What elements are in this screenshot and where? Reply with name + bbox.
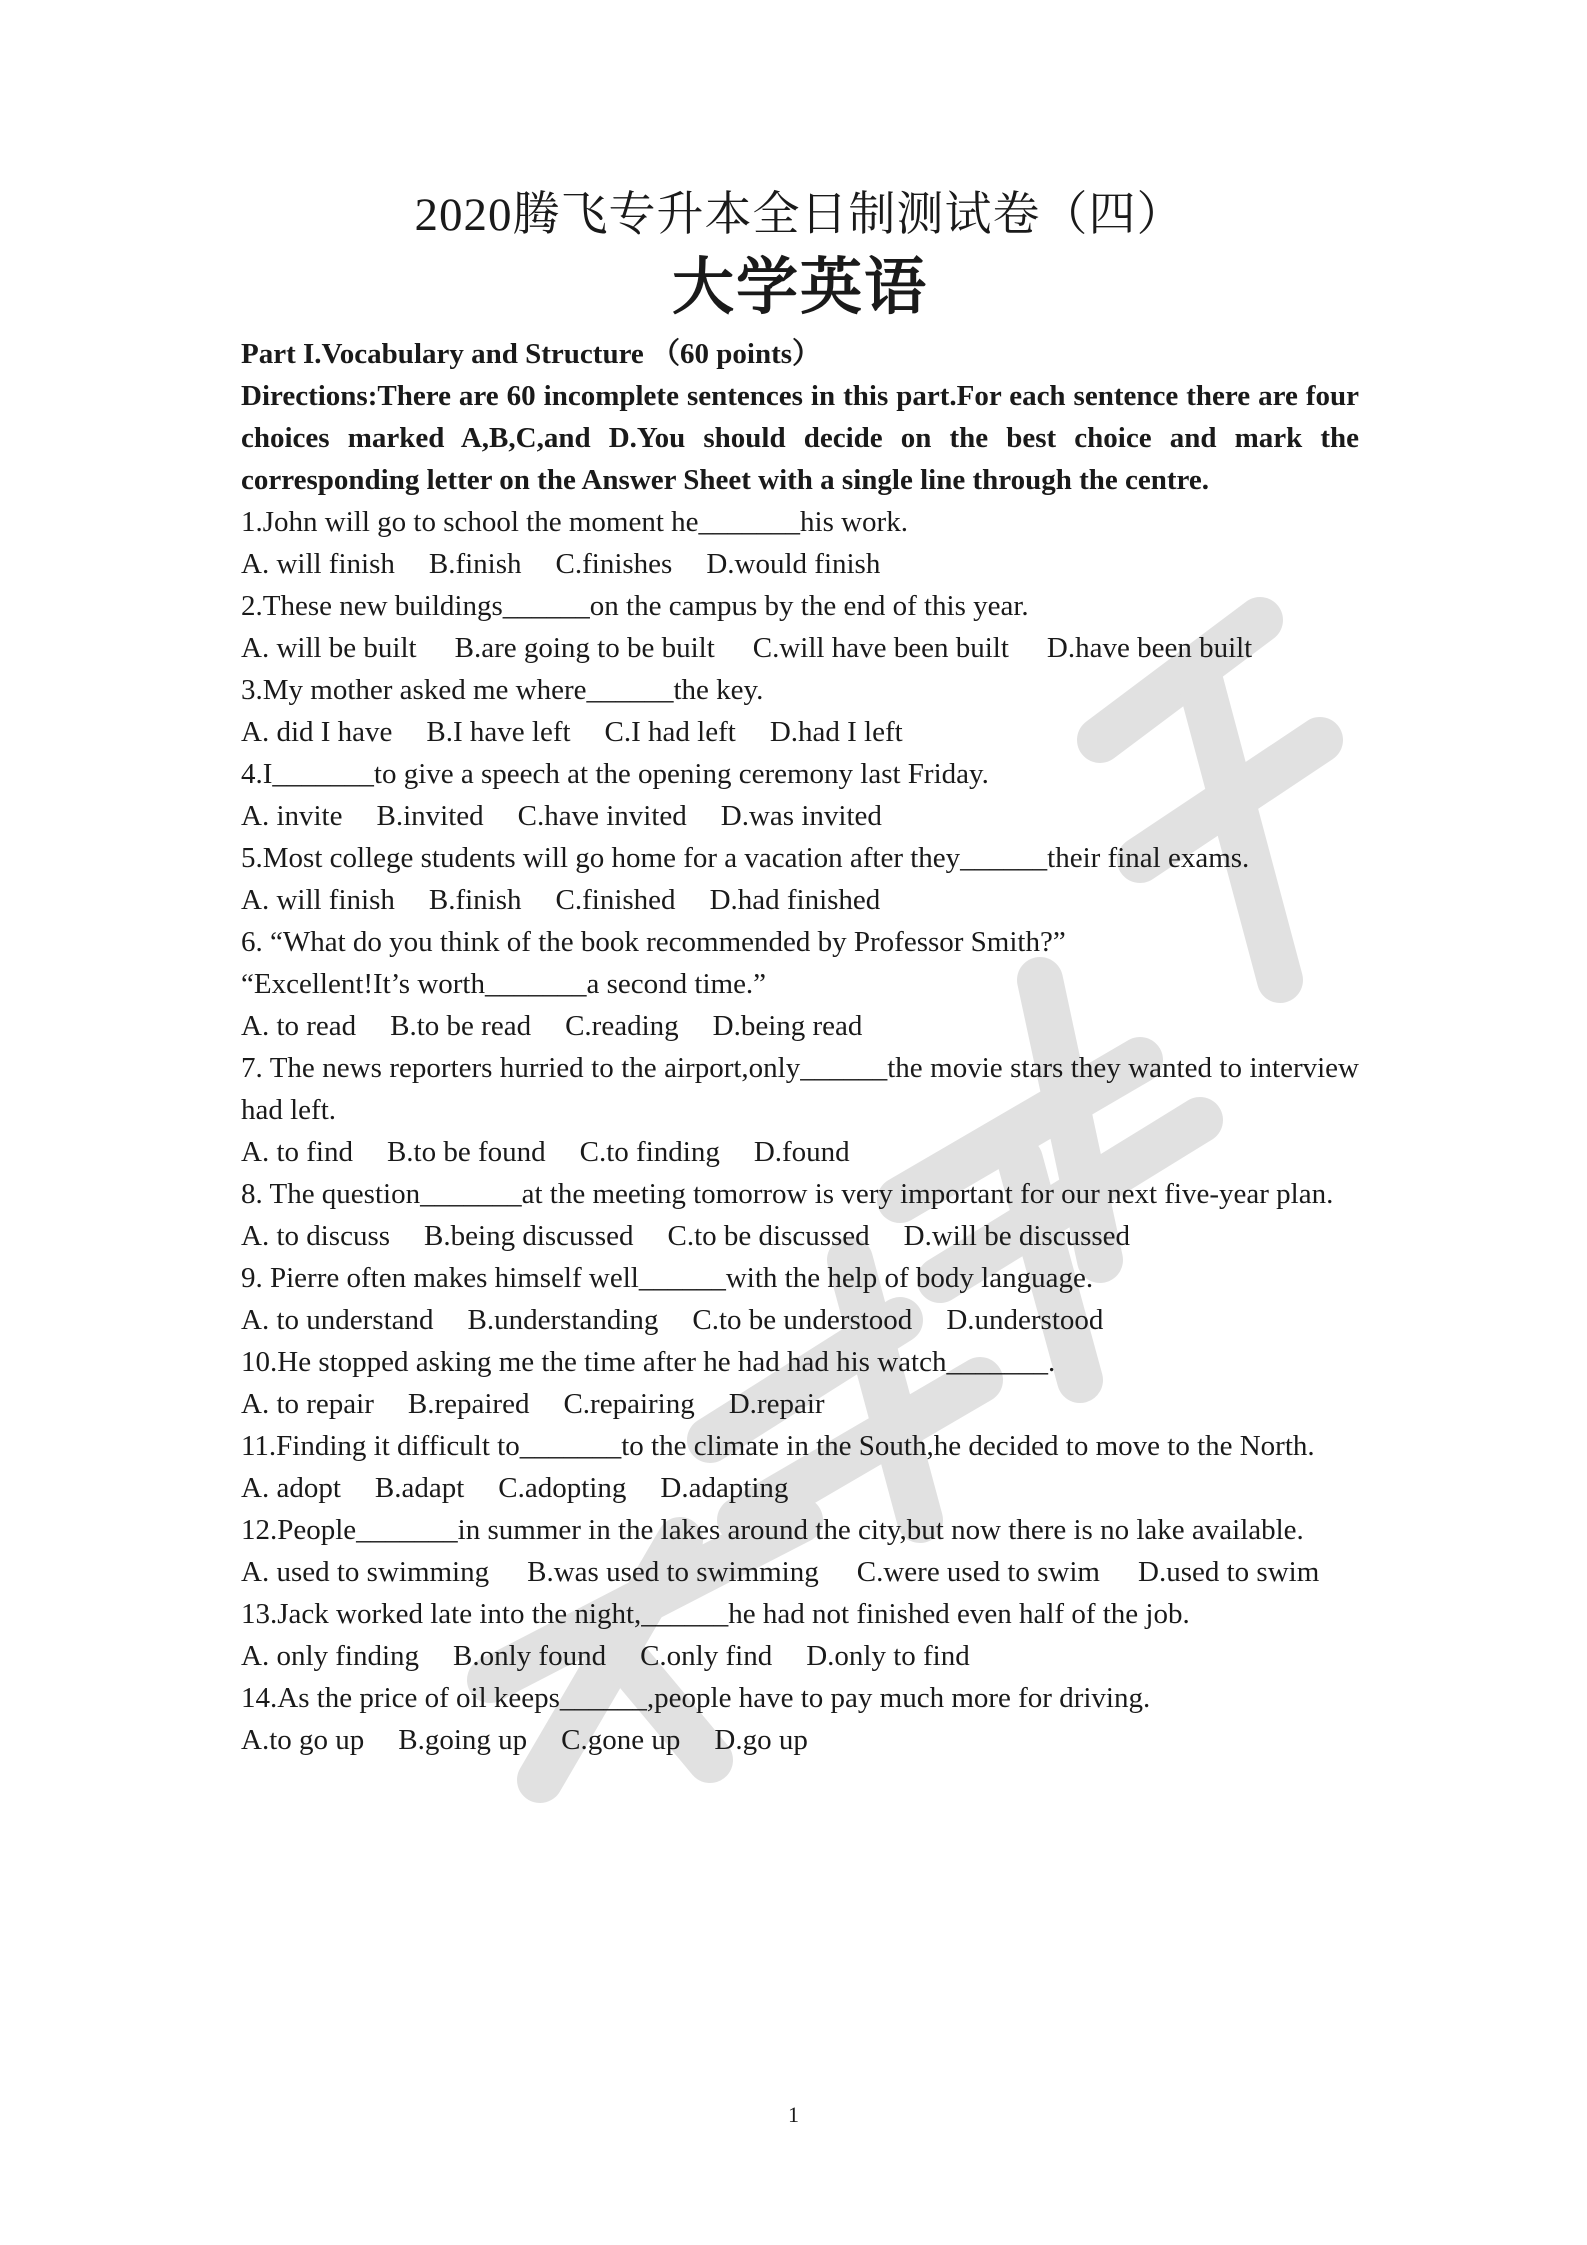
answer-option: D.understood	[946, 1304, 1104, 1336]
answer-option: A. will finish	[241, 548, 395, 580]
answer-option: C.have invited	[517, 800, 687, 832]
answer-option: A. to discuss	[241, 1220, 391, 1252]
question-item	[241, 1425, 1359, 1509]
answer-options	[241, 1005, 1359, 1047]
answer-option: B.to be read	[390, 1010, 532, 1042]
answer-options	[241, 711, 1359, 753]
question-item	[241, 1173, 1359, 1257]
answer-option: B.I have left	[426, 716, 571, 748]
part-title: Part I.Vocabulary and Structure （60 points）	[241, 338, 822, 370]
answer-option: A. to repair	[241, 1388, 374, 1420]
question-stem-continued: “Excellent!It’s worth_______a second time.”	[241, 968, 767, 1000]
answer-option: D.was invited	[720, 800, 882, 832]
answer-option: C.will have been built	[752, 632, 1009, 664]
question-item	[241, 921, 1359, 1047]
answer-option: A. did I have	[241, 716, 393, 748]
question-stem: 12.People_______in summer in the lakes around the city,but now there is no lake available.	[241, 1514, 1304, 1546]
question-stem: 9. Pierre often makes himself well______with the help of body language.	[241, 1262, 1094, 1294]
answer-options	[241, 879, 1359, 921]
answer-option: A. to understand	[241, 1304, 434, 1336]
question-item	[241, 585, 1359, 669]
answer-option: D.only to find	[806, 1640, 970, 1672]
question-stem: 7. The news reporters hurried to the airport,only______the movie stars they wanted to interview had left.	[241, 1052, 1359, 1126]
answer-option: C.to be discussed	[667, 1220, 870, 1252]
answer-options	[241, 1299, 1359, 1341]
question-stem: 4.I_______to give a speech at the opening ceremony last Friday.	[241, 758, 989, 790]
answer-option: B.only found	[453, 1640, 607, 1672]
answer-option: C.gone up	[561, 1724, 681, 1756]
answer-options	[241, 1131, 1359, 1173]
answer-options	[241, 543, 1359, 585]
answer-option: C.reading	[565, 1010, 679, 1042]
answer-option: A. used to swimming	[241, 1556, 490, 1588]
answer-option: C.I had left	[604, 716, 736, 748]
answer-option: A. adopt	[241, 1472, 341, 1504]
answer-option: B.to be found	[386, 1136, 546, 1168]
answer-option: A. to read	[241, 1010, 357, 1042]
answer-option: A. to find	[241, 1136, 353, 1168]
question-list	[241, 501, 1359, 1761]
answer-option: D.go up	[714, 1724, 808, 1756]
question-stem: 5.Most college students will go home for a vacation after they______their final exams.	[241, 842, 1250, 874]
answer-option: B.was used to swimming	[527, 1556, 819, 1588]
answer-option: B.repaired	[407, 1388, 530, 1420]
answer-option: D.used to swim	[1138, 1556, 1320, 1588]
answer-options	[241, 1719, 1359, 1761]
answer-option: D.being read	[712, 1010, 863, 1042]
answer-option: A. invite	[241, 800, 343, 832]
answer-options	[241, 1551, 1359, 1593]
answer-option: C.adopting	[498, 1472, 627, 1504]
answer-options	[241, 1467, 1359, 1509]
question-stem: 1.John will go to school the moment he_______his work.	[241, 506, 908, 538]
answer-option: D.have been built	[1046, 632, 1253, 664]
question-item	[241, 1047, 1359, 1173]
answer-option: C.repairing	[563, 1388, 695, 1420]
answer-option: B.finish	[428, 884, 522, 916]
answer-option: B.are going to be built	[454, 632, 715, 664]
answer-option: C.finished	[555, 884, 676, 916]
answer-option: C.were used to swim	[856, 1556, 1100, 1588]
answer-option: C.only find	[640, 1640, 773, 1672]
exam-subject: 大学英语	[671, 250, 928, 323]
answer-options	[241, 1635, 1359, 1677]
answer-options	[241, 1383, 1359, 1425]
question-item	[241, 1593, 1359, 1677]
answer-option: D.had I left	[769, 716, 903, 748]
answer-options	[241, 1215, 1359, 1257]
exam-title: 2020腾飞专升本全日制测试卷（四）	[414, 189, 1185, 241]
page-number: 1	[788, 2102, 799, 2127]
answer-option: A.to go up	[241, 1724, 365, 1756]
answer-option: D.found	[753, 1136, 850, 1168]
question-stem: 8. The question_______at the meeting tomorrow is very important for our next five-year plan.	[241, 1178, 1334, 1210]
question-stem: 14.As the price of oil keeps______,people have to pay much more for driving.	[241, 1682, 1151, 1714]
answer-option: C.to finding	[579, 1136, 720, 1168]
question-item	[241, 1341, 1359, 1425]
answer-option: D.will be discussed	[903, 1220, 1131, 1252]
answer-option: D.had finished	[709, 884, 881, 916]
question-stem: 13.Jack worked late into the night,______he had not finished even half of the job.	[241, 1598, 1190, 1630]
answer-option: D.repair	[728, 1388, 825, 1420]
answer-option: B.invited	[376, 800, 484, 832]
answer-option: B.understanding	[467, 1304, 659, 1336]
answer-option: C.finishes	[555, 548, 673, 580]
answer-option: A. will finish	[241, 884, 395, 916]
answer-option: A. only finding	[241, 1640, 420, 1672]
question-stem: 11.Finding it difficult to_______to the climate in the South,he decided to move to the North.	[241, 1430, 1315, 1462]
question-item	[241, 1509, 1359, 1593]
question-stem: 10.He stopped asking me the time after he had had his watch_______.	[241, 1346, 1056, 1378]
question-item	[241, 501, 1359, 585]
question-item	[241, 837, 1359, 921]
answer-option: D.adapting	[660, 1472, 789, 1504]
answer-option: D.would finish	[706, 548, 881, 580]
question-item	[241, 753, 1359, 837]
answer-option: B.going up	[398, 1724, 528, 1756]
answer-options	[241, 627, 1359, 669]
question-stem: 2.These new buildings______on the campus by the end of this year.	[241, 590, 1029, 622]
answer-option: C.to be understood	[692, 1304, 913, 1336]
answer-options	[241, 795, 1359, 837]
exam-page	[241, 185, 1359, 1761]
answer-option: B.adapt	[374, 1472, 465, 1504]
answer-option: B.being discussed	[424, 1220, 634, 1252]
question-stem: 3.My mother asked me where______the key.	[241, 674, 764, 706]
question-item	[241, 1257, 1359, 1341]
question-item	[241, 1677, 1359, 1761]
answer-option: B.finish	[428, 548, 522, 580]
answer-option: A. will be built	[241, 632, 417, 664]
question-stem: 6. “What do you think of the book recommended by Professor Smith?”	[241, 926, 1066, 958]
directions: Directions:There are 60 incomplete sentences in this part.For each sentence there are four choices marked A,B,C,and D.You should decide on the best choice and mark the corresponding letter on the Answer Sheet with a single line through the centre.	[241, 380, 1359, 496]
question-item	[241, 669, 1359, 753]
